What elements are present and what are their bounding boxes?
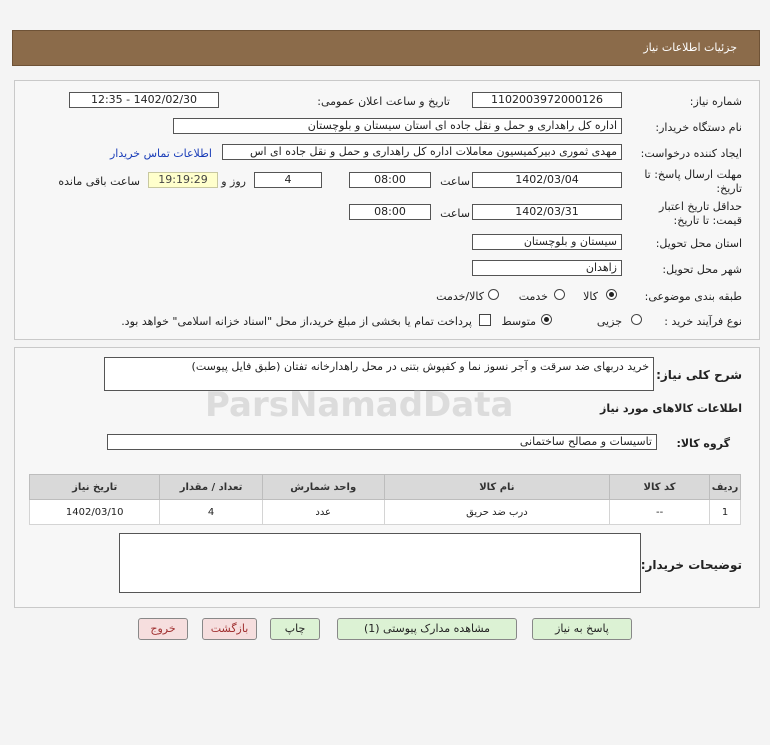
remaining-time-label: ساعت باقی مانده xyxy=(58,175,140,188)
validity-time-field: 08:00 xyxy=(349,204,431,220)
col-row-header: ردیف xyxy=(710,475,741,500)
validity-label-line1: حداقل تاریخ اعتبار xyxy=(658,200,742,213)
goods-group-field: تاسیسات و مصالح ساختمانی xyxy=(107,434,657,450)
attachments-button[interactable]: مشاهده مدارک پیوستی (1) xyxy=(337,618,517,640)
announce-datetime-label: تاریخ و ساعت اعلان عمومی: xyxy=(317,95,450,108)
col-date-header: تاریخ نیاز xyxy=(30,475,160,500)
need-number-label: شماره نیاز: xyxy=(689,95,742,108)
validity-label-line2: قیمت: تا تاریخ: xyxy=(673,214,742,227)
deadline-time-label: ساعت xyxy=(440,175,470,188)
buyer-notes-label: توضیحات خریدار: xyxy=(640,558,742,572)
validity-time-label: ساعت xyxy=(440,207,470,220)
process-label: نوع فرآیند خرید : xyxy=(664,315,742,328)
city-label: شهر محل تحویل: xyxy=(662,263,742,276)
unit-cell: عدد xyxy=(262,500,384,525)
page-header xyxy=(12,30,760,66)
remaining-time-field: 19:19:29 xyxy=(148,172,218,188)
process-minor-radio[interactable] xyxy=(631,314,642,325)
back-button[interactable]: بازگشت xyxy=(202,618,257,640)
process-minor-label: جزیی xyxy=(596,315,622,328)
announce-datetime-field: 1402/02/30 - 12:35 xyxy=(69,92,219,108)
category-service-label: خدمت xyxy=(518,290,548,303)
category-goods-label: کالا xyxy=(583,290,598,303)
col-name-header: نام کالا xyxy=(384,475,609,500)
category-service-radio[interactable] xyxy=(554,289,565,300)
item-code-cell: -- xyxy=(610,500,710,525)
goods-info-title: اطلاعات کالاهای مورد نیاز xyxy=(600,402,742,415)
buyer-org-label: نام دستگاه خریدار: xyxy=(655,121,742,134)
deadline-time-field: 08:00 xyxy=(349,172,431,188)
quantity-cell: 4 xyxy=(160,500,262,525)
goods-group-label: گروه کالا: xyxy=(676,437,730,450)
need-date-cell: 1402/03/10 xyxy=(30,500,160,525)
buyer-notes-field xyxy=(119,533,641,593)
exit-button[interactable]: خروج xyxy=(138,618,188,640)
days-label: روز و xyxy=(221,175,246,188)
creator-label: ایجاد کننده درخواست: xyxy=(640,147,742,160)
table-row xyxy=(30,500,741,525)
reply-button[interactable]: پاسخ به نیاز xyxy=(532,618,632,640)
col-unit-header: واحد شمارش xyxy=(262,475,384,500)
deadline-date-field: 1402/03/04 xyxy=(472,172,622,188)
category-goods-radio[interactable] xyxy=(606,289,617,300)
row-number-cell: 1 xyxy=(710,500,741,525)
province-label: استان محل تحویل: xyxy=(655,237,742,250)
buyer-contact-link[interactable]: اطلاعات تماس خریدار xyxy=(110,147,212,160)
need-description-field: خرید دربهای ضد سرقت و آجر نسوز نما و کفپوش بتنی در محل راهدارخانه تفتان (طبق فایل پیوست) xyxy=(104,357,654,391)
process-medium-label: متوسط xyxy=(501,315,536,328)
treasury-payment-checkbox[interactable] xyxy=(479,314,491,326)
col-code-header: کد کالا xyxy=(610,475,710,500)
watermark: ParsNamadData xyxy=(205,385,514,425)
treasury-payment-note: پرداخت تمام یا بخشی از مبلغ خرید،از محل "اسناد خزانه اسلامی" خواهد بود. xyxy=(121,315,472,328)
remaining-days-field: 4 xyxy=(254,172,322,188)
validity-date-field: 1402/03/31 xyxy=(472,204,622,220)
goods-table-header xyxy=(30,475,741,500)
deadline-label xyxy=(632,168,742,196)
col-qty-header: تعداد / مقدار xyxy=(160,475,262,500)
process-medium-radio[interactable] xyxy=(541,314,552,325)
need-description-label: شرح کلی نیاز: xyxy=(656,368,742,382)
creator-field: مهدی ثموری دبیرکمیسیون معاملات اداره کل راهداری و حمل و نقل جاده ای اس xyxy=(222,144,622,160)
print-button[interactable]: چاپ xyxy=(270,618,320,640)
goods-table xyxy=(29,474,741,525)
city-field: زاهدان xyxy=(472,260,622,276)
category-goods-service-label: کالا/خدمت xyxy=(436,290,484,303)
need-number-field: 1102003972000126 xyxy=(472,92,622,108)
category-label: طبقه بندی موضوعی: xyxy=(644,290,742,303)
item-name-cell: درب ضد حریق xyxy=(384,500,609,525)
category-goods-service-radio[interactable] xyxy=(488,289,499,300)
page-title: جزئیات اطلاعات نیاز xyxy=(643,41,737,54)
deadline-label-text: مهلت ارسال پاسخ: تا تاریخ: xyxy=(644,168,742,195)
buyer-org-field: اداره کل راهداری و حمل و نقل جاده ای استان سیستان و بلوچستان xyxy=(173,118,622,134)
province-field: سیستان و بلوچستان xyxy=(472,234,622,250)
